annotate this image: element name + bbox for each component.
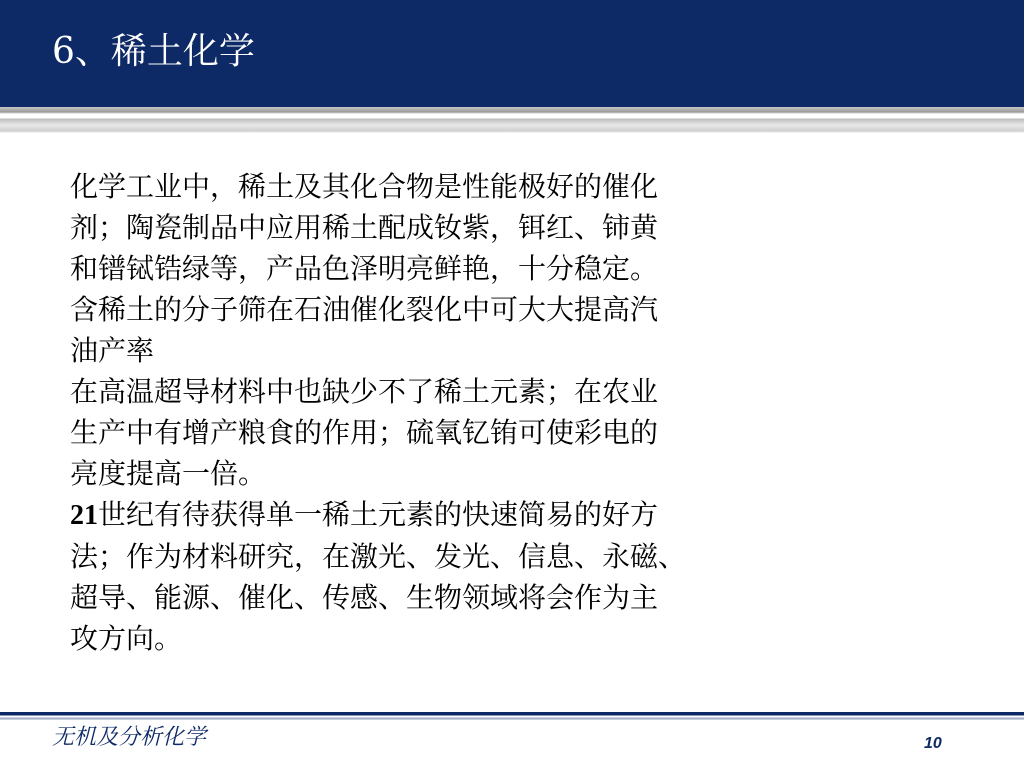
century-number: 21 (70, 500, 98, 531)
slide-title: 6、稀土化学 (52, 31, 255, 72)
paragraph-21st-century (70, 494, 830, 659)
century-text: 世纪有待获得单一稀土元素的快速简易的好方 法；作为材料研究，在激光、发光、信息、永磁、 超导、能源、催化、传感、生物领域将会作为主 攻方向。 (70, 498, 687, 655)
title-bar (0, 0, 1024, 107)
header-divider (0, 107, 1024, 133)
page-number: 10 (924, 735, 942, 752)
slide-body (70, 166, 830, 659)
footer-course-label: 无机及分析化学 (52, 725, 207, 750)
paragraph-molecular-sieve: 含稀土的分子筛在石油催化裂化中可大大提高汽 油产率 (70, 293, 659, 367)
paragraph-catalyst: 化学工业中，稀土及其化合物是性能极好的催化 剂；陶瓷制品中应用稀土配成钕紫，铒红、铈黄 和镨铽锆绿等，产品色泽明亮鲜艳，十分稳定。 (70, 170, 659, 285)
footer-divider (0, 712, 1024, 720)
paragraph-superconductor: 在高温超导材料中也缺少不了稀土元素；在农业 生产中有增产粮食的作用；硫氧钇铕可使彩电的 亮度提高一倍。 (70, 375, 659, 490)
